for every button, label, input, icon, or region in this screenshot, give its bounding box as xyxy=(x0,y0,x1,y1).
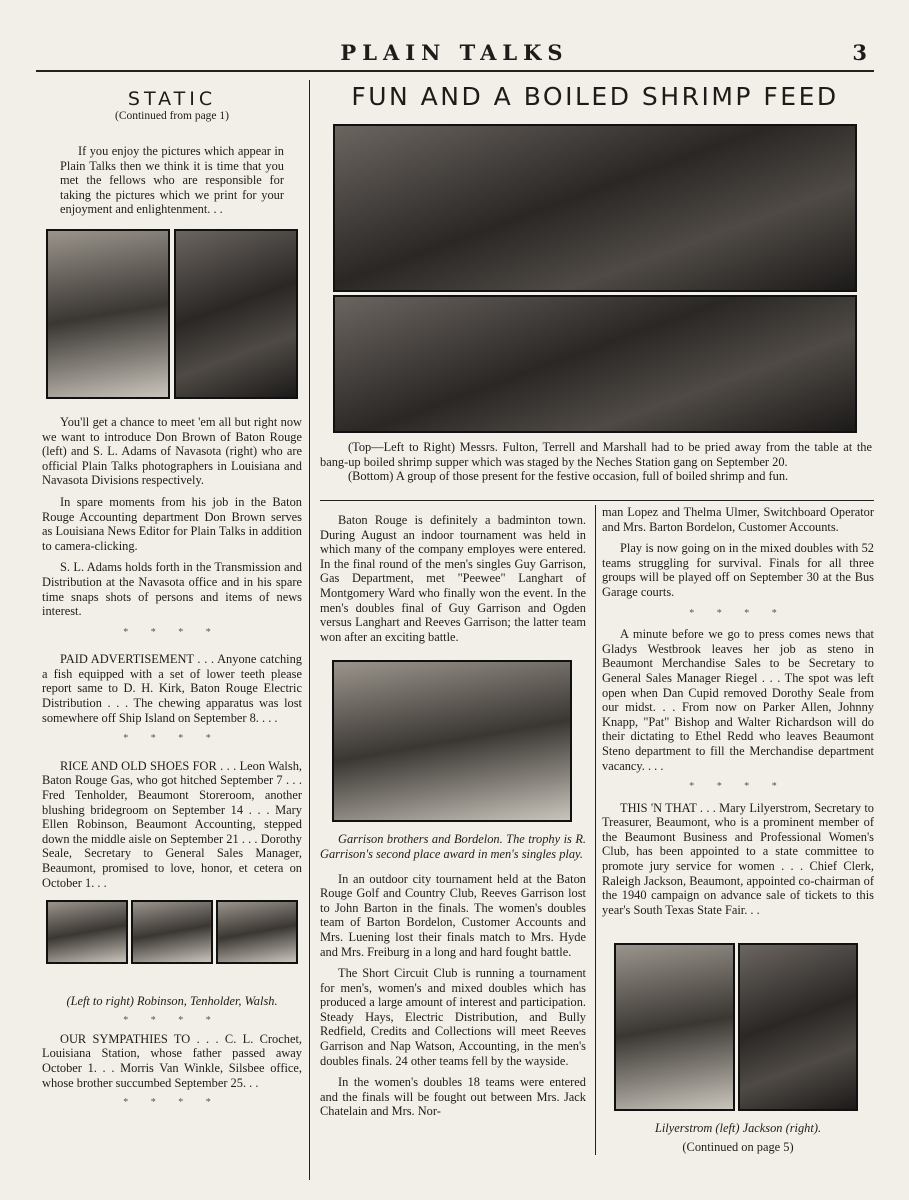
photo-bottom-group xyxy=(333,295,857,433)
lilyerstrom-caption: Lilyerstrom (left) Jackson (right). xyxy=(654,1121,822,1136)
column-divider-right xyxy=(595,505,596,1155)
separator-stars: * * * * xyxy=(123,1097,221,1109)
caption-bottom: (Bottom) A group of those present for the festive occasion, full of boiled shrimp and fun. xyxy=(348,469,789,484)
our-sympathies: OUR SYMPATHIES TO . . . C. L. Crochet, Louisiana Station, whose father passed away October 1. . . Morris Van Winkle, Silsbee office, whose brother succumbed September 25. . . xyxy=(42,1031,302,1090)
masthead-title: PLAIN TALKS xyxy=(340,40,569,65)
photo-don-brown xyxy=(46,229,170,399)
right-column xyxy=(602,505,874,1155)
feature-headline: FUN AND A BOILED SHRIMP FEED xyxy=(351,82,839,111)
static-intro: If you enjoy the pictures which appear in Plain Talks then we think it is time that you met the fellows who are responsible for taking the pictures which we print for your enjoyment and enlightenment. . . xyxy=(60,144,284,217)
static-subtitle: (Continued from page 1) xyxy=(114,110,229,122)
newlyweds-caption: (Left to right) Robinson, Tenholder, Walsh. xyxy=(66,994,278,1009)
short-circuit-club: The Short Circuit Club is running a tournament for men's, women's and mixed doubles which has produced a large amount of interest and participation. Steady Hays, Electric Distribution, and Bully Redfield, Credits and Collections will meet Reeves Garrison and Nap Watson, Accounting, in the men's doubles finals. 24 other teams fell by the wayside. xyxy=(320,966,586,1068)
page-number: 3 xyxy=(852,40,867,65)
garrison-caption: Garrison brothers and Bordelon. The trophy is R. Garrison's second place award in men's singles play. xyxy=(320,832,586,861)
separator-stars: * * * * xyxy=(123,733,221,745)
separator-stars: * * * * xyxy=(123,626,221,638)
photo-garrison-brothers xyxy=(332,660,572,822)
photo-lilyerstrom xyxy=(614,943,735,1111)
outdoor-tournament: In an outdoor city tournament held at the Baton Rouge Golf and Country Club, Reeves Garrison lost to John Barton in the finals. The women's doubles team of Barton Bordelon, Customer Accounts and Mrs. Luening lost their finals match to Mrs. Hyde and Mrs. Freiburg in a long and hard fought battle. xyxy=(320,871,586,959)
separator-stars: * * * * xyxy=(689,781,787,793)
rice-and-old-shoes: RICE AND OLD SHOES FOR . . . Leon Walsh, Baton Rouge Gas, who got hitched September 7 . . . Fred Tenholder, Beaumont Storeroom, another blushing bridegroom on September 14 . . . Mary Ellen Robinson, Beaumont Accounting, stepped down the middle aisle on September 21 . . . Dorothy Seale, Secretary to General Sales Manager, Beaumont, promised to love, honor, et cetera on October 1. . . xyxy=(42,758,302,890)
badminton-intro: Baton Rouge is definitely a badminton town. During August an indoor tournament was held in which many of the company employes were entered. In the final round of the men's singles Guy Garrison, Gas Department, met "Peewee" Langhart of Montgomery Ward who finally won the event. In the men's doubles final of Guy Garrison and Ogden versus Langhart and Reeves Garrison; the latter team won after an exciting battle. xyxy=(320,513,586,644)
static-column xyxy=(42,88,302,1114)
separator-stars: * * * * xyxy=(123,1014,221,1026)
caption-top: (Top—Left to Right) Messrs. Fulton, Terrell and Marshall had to be pried away from the table at the bang-up boiled shrimp supper which was staged by the Neches Station gang on September 20. xyxy=(320,440,872,469)
static-p2: In spare moments from his job in the Baton Rouge Accounting department Don Brown serves as Louisiana News Editor for Plain Talks in addition to camera-clicking. xyxy=(42,494,302,553)
masthead-rule xyxy=(36,70,874,72)
photographers-photo xyxy=(46,229,298,399)
mixed-doubles: Play is now going on in the mixed doubles with 52 teams struggling for survival. Finals for all three groups will be played off on September 30 at the Bus Garage courts. xyxy=(602,541,874,599)
column-divider-left xyxy=(309,80,310,1180)
static-p1: You'll get a chance to meet 'em all but right now we want to introduce Don Brown of Baton Rouge (left) and S. L. Adams of Navasota (right) who are official Plain Talks photographers in Louisiana and Navasota Divisions respectively. xyxy=(42,414,302,488)
middle-column xyxy=(320,513,586,1126)
lilyerstrom-jackson-photo xyxy=(614,943,858,1111)
womens-doubles-continued: man Lopez and Thelma Ulmer, Switchboard Operator and Mrs. Barton Bordelon, Customer Accounts. xyxy=(602,505,874,534)
feature-caption xyxy=(320,440,872,484)
caption-rule xyxy=(320,500,874,501)
separator-stars: * * * * xyxy=(689,607,787,619)
newlyweds-photo xyxy=(46,900,298,964)
photo-top-shrimp-table xyxy=(333,124,857,292)
photo-robinson xyxy=(46,900,128,964)
photo-jackson xyxy=(738,943,859,1111)
photo-tenholder xyxy=(131,900,213,964)
paid-advertisement: PAID ADVERTISEMENT . . . Anyone catching a fish equipped with a set of lower teeth please report same to D. H. Kirk, Baton Rouge Electric Distribution . . . The chewing apparatus was lost somewhere off Ship Island on September 8. . . . xyxy=(42,652,302,725)
this-n-that: THIS 'N THAT . . . Mary Lilyerstrom, Secretary to Treasurer, Beaumont, who is a prominent member of the Beaumont Business and Professional Women's Club, has been appointed to a state committee to promote jury service for women . . . Chief Clerk, Raleigh Jackson, Beaumont, appointed co-chairman of the 1940 campaign on advance sale of tickets to this year's South Texas State Fair. . . xyxy=(602,800,874,917)
photo-walsh xyxy=(216,900,298,964)
static-title: STATIC xyxy=(127,88,217,110)
press-news: A minute before we go to press comes news that Gladys Westbrook leaves her job as steno in Beaumont Merchandise Sales to be Secretary to General Sales Manager Riegel . . . The spot was left open when Dan Cupid removed Dorothy Seale from our midst. . . From now on Parker Allen, Johnny Knapp, "Pat" Bishop and Walter Richardson will do their dictating to Ethel Redd who leaves Beaumont Steno department to fill the Merchandise department vacancy. . . . xyxy=(602,627,874,773)
static-p3: S. L. Adams holds forth in the Transmission and Distribution at the Navasota office and in his spare time snaps shots of persons and items of news interest. xyxy=(42,560,302,619)
continued-note: (Continued on page 5) xyxy=(682,1140,794,1155)
photo-sl-adams xyxy=(174,229,298,399)
womens-doubles: In the women's doubles 18 teams were entered and the finals will be fought out between Mrs. Jack Chatelain and Mrs. Nor- xyxy=(320,1075,586,1119)
